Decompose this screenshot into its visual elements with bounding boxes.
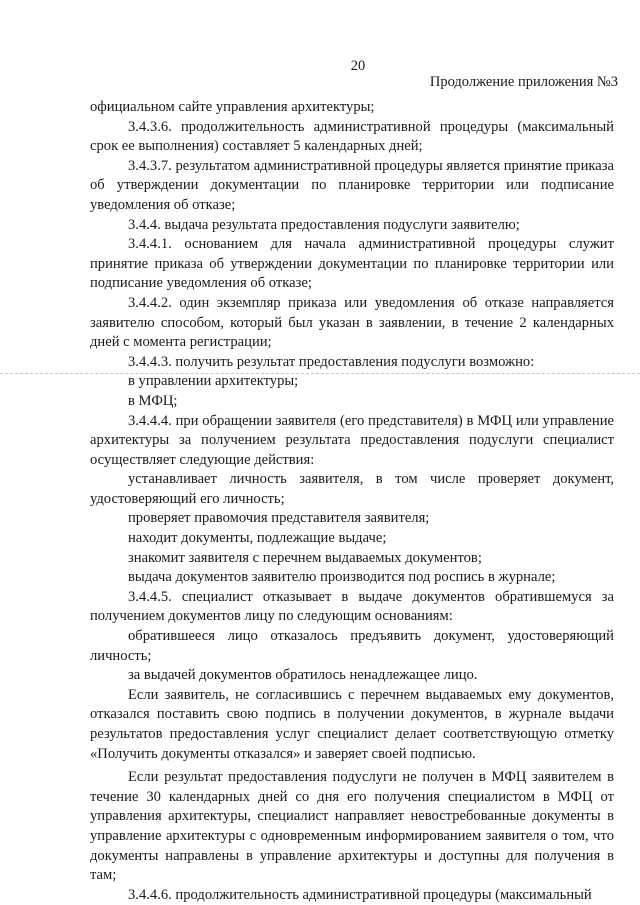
paragraph: за выдачей документов обратилось ненадлежащее лицо. xyxy=(128,667,478,684)
document-body xyxy=(90,98,614,905)
paragraph: 3.4.4.5. специалист отказывает в выдаче документов обратившемуся за получением документов лицу по следующим основаниям: xyxy=(90,588,614,625)
paragraph: в управлении архитектуры; xyxy=(128,373,299,390)
paragraph: 3.4.4.4. при обращении заявителя (его представителя) в МФЦ или управление архитектуры за получением результата предоставления подуслуги специалист осуществляет следующие действия: xyxy=(90,412,614,468)
paragraph: устанавливает личность заявителя, в том числе проверяет документ, удостоверяющий его личность; xyxy=(90,471,614,507)
paragraph: 3.4.4. выдача результата предоставления подуслуги заявителю; xyxy=(128,216,520,233)
paragraph: Если заявитель, не согласившись с перечнем выдаваемых ему документов, отказался поставить свою подпись в получении документов, в журнале выдачи результатов предоставления услуг специалист делает соответствующую отметку «Получить документы отказался» и заверяет своей подписью. xyxy=(90,686,614,762)
page-number: 20 xyxy=(350,58,366,74)
paragraph: обратившееся лицо отказалось предъявить документ, удостоверяющий личность; xyxy=(90,628,614,664)
paragraph: 3.4.4.6. продолжительность административной процедуры (максимальный xyxy=(128,886,592,903)
paragraph: Если результат предоставления подуслуги не получен в МФЦ заявителем в течение 30 календарных дней со дня его получения специалистом в МФЦ от управления архитектуры, специалист направляет невостребованные документы в управление архитектуры с одновременным информированием заявителя о том, что документы направлены в управление архитектуры и доступны для получения в там; xyxy=(90,769,614,884)
paragraph: проверяет правомочия представителя заявителя; xyxy=(128,510,430,527)
paragraph: 3.4.3.7. результатом административной процедуры является принятие приказа об утверждении документации по планировке территории или подписание уведомления об отказе; xyxy=(90,157,614,213)
paragraph: знакомит заявителя с перечнем выдаваемых документов; xyxy=(128,549,482,566)
paragraph: 3.4.4.3. получить результат предоставления подуслуги возможно: xyxy=(128,353,535,370)
paragraph: официальном сайте управления архитектуры; xyxy=(90,99,375,115)
paragraph: 3.4.3.6. продолжительность административной процедуры (максимальный срок ее выполнения) составляет 5 календарных дней; xyxy=(90,118,614,155)
paragraph: в МФЦ; xyxy=(128,392,178,409)
paragraph: 3.4.4.1. основанием для начала административной процедуры служит принятие приказа об утверждении документации по планировке территории или подписание уведомления об отказе; xyxy=(90,236,614,292)
paragraph: 3.4.4.2. один экземпляр приказа или уведомления об отказе направляется заявителю способом, который был указан в заявлении, в течение 2 календарных дней с момента регистрации; xyxy=(90,294,614,351)
paragraph: выдача документов заявителю производится под роспись в журнале; xyxy=(128,569,556,586)
appendix-continuation-note: Продолжение приложения №3 xyxy=(429,74,618,90)
paragraph: находит документы, подлежащие выдаче; xyxy=(128,530,387,547)
